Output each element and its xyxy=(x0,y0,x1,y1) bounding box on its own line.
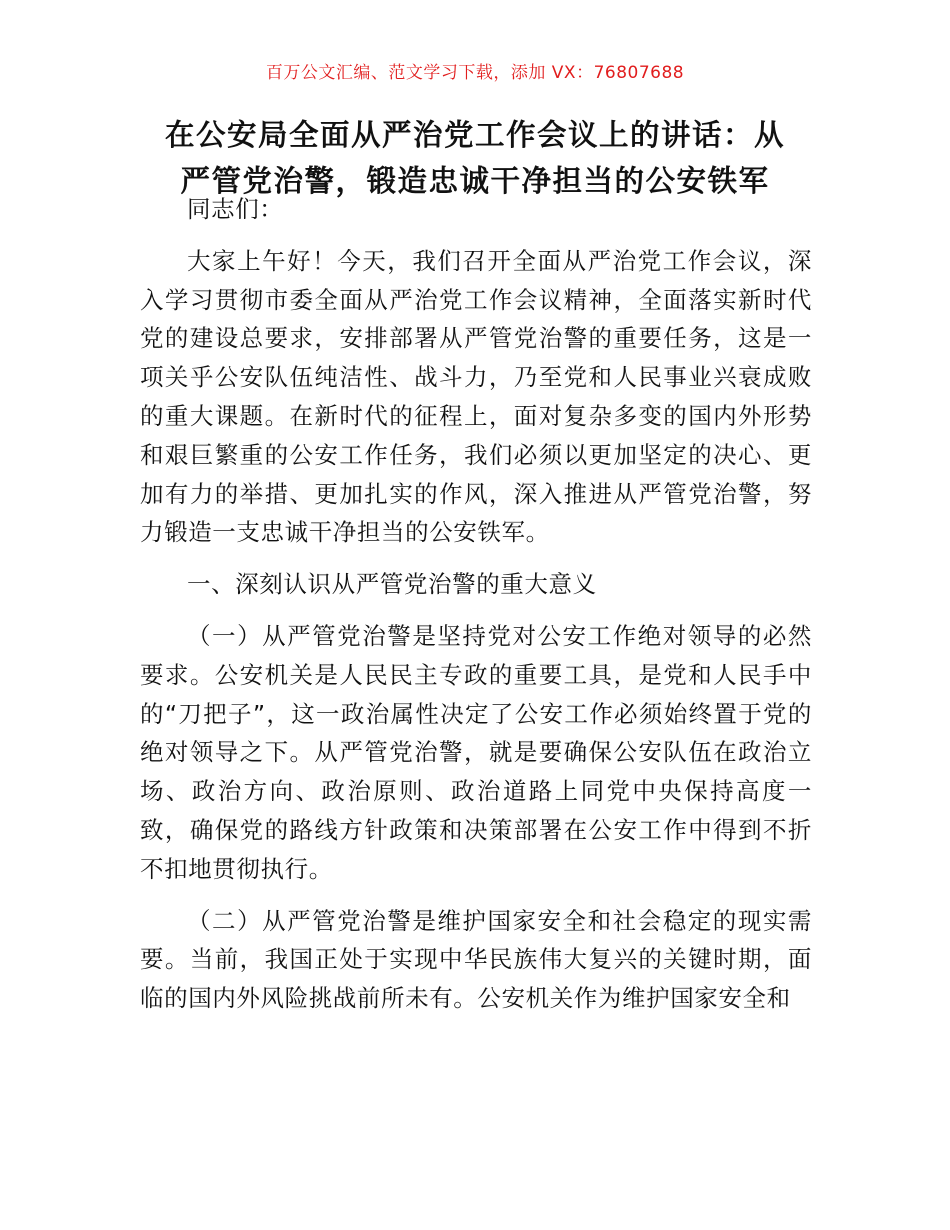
point-paragraph-2: （二）从严管党治警是维护国家安全和社会稳定的现实需要。当前，我国正处于实现中华民族伟大复兴的关键时期，面临的国内外风险挑战前所未有。公安机关作为维护国家安全和 xyxy=(140,906,812,1013)
title-line-2: 严管党治警，锻造忠诚干净担当的公安铁军 xyxy=(180,164,770,198)
point-paragraph-1: （一）从严管党治警是坚持党对公安工作绝对领导的必然要求。公安机关是人民民主专政的重要工具，是党和人民手中的“刀把子”，这一政治属性决定了公安工作必须始终置于党的绝对领导之下。从严管党治警，就是要确保公安队伍在政治立场、政治方向、政治原则、政治道路上同党中央保持高度一致，确保党的路线方针政策和决策部署在公安工作中得到不折不扣地贯彻执行。 xyxy=(140,621,812,883)
document-body xyxy=(140,190,812,1018)
title-line-1: 在公安局全面从严治党工作会议上的讲话：从 xyxy=(164,118,785,152)
watermark-header: 百万公文汇编、范文学习下载，添加 VX：76807688 xyxy=(265,63,685,83)
section-heading-1: 一、深刻认识从严管党治警的重大意义 xyxy=(187,570,597,599)
greeting: 同志们： xyxy=(187,195,284,223)
intro-paragraph: 大家上午好！今天，我们召开全面从严治党工作会议，深入学习贯彻市委全面从严治党工作会议精神，全面落实新时代党的建设总要求，安排部署从严管党治警的重要任务，这是一项关乎公安队伍纯洁性、战斗力，乃至党和人民事业兴衰成败的重大课题。在新时代的征程上，面对复杂多变的国内外形势和艰巨繁重的公安工作任务，我们必须以更加坚定的决心、更加有力的举措、更加扎实的作风，深入推进从严管党治警，努力锻造一支忠诚干净担当的公安铁军。 xyxy=(140,246,812,547)
